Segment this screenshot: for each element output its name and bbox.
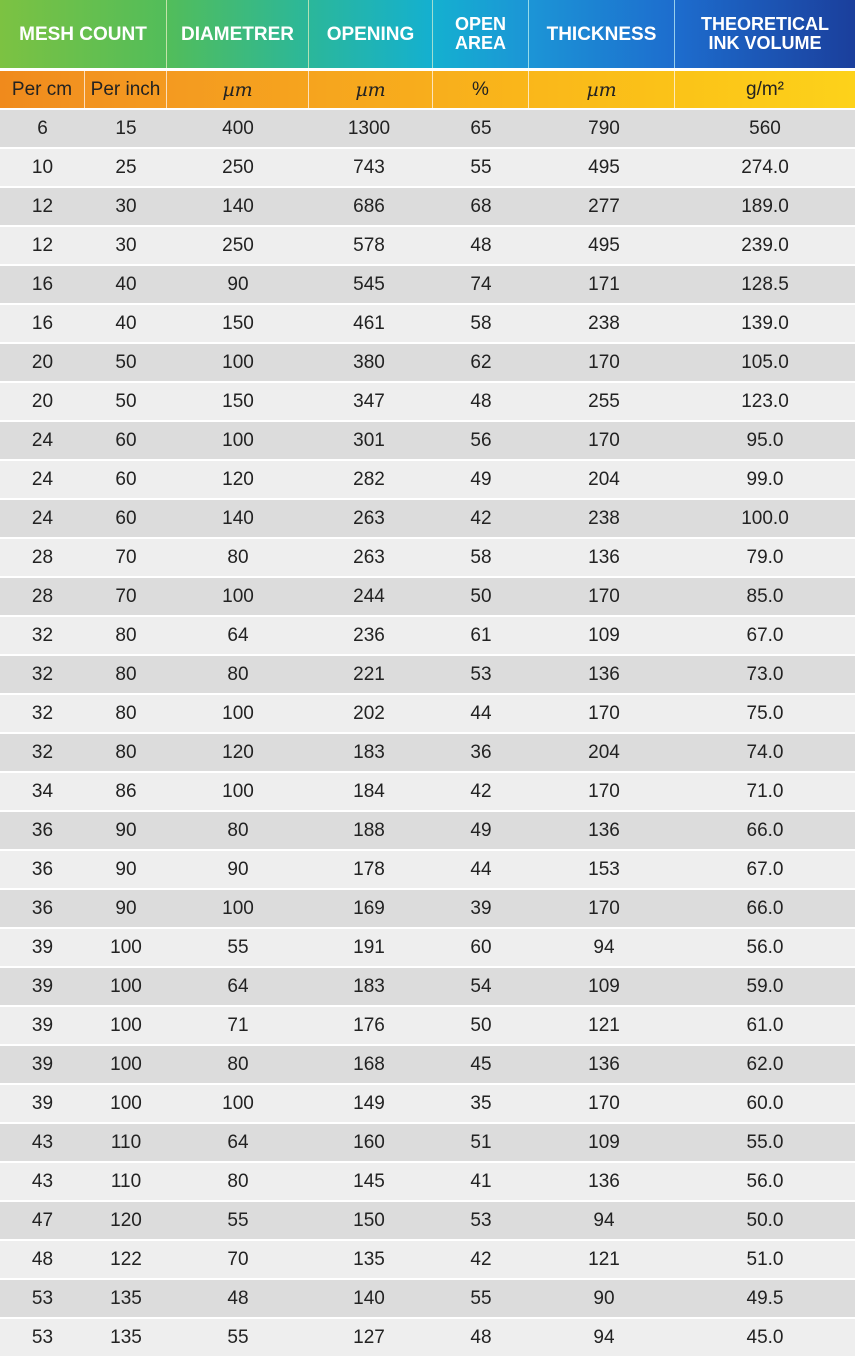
cell-per-cm: 24 — [31, 507, 54, 529]
cell-opening: 183 — [353, 975, 385, 997]
cell-opening: 263 — [353, 546, 385, 568]
cell-per-inch: 90 — [115, 897, 137, 919]
cell-thickness: 170 — [588, 780, 620, 802]
table-row — [0, 890, 855, 927]
cell-ink-volume: 45.0 — [746, 1326, 784, 1348]
cell-open-area: 53 — [470, 663, 492, 685]
cell-thickness: 136 — [588, 546, 620, 568]
cell-diameter: 64 — [227, 1131, 249, 1153]
table-row — [0, 1007, 855, 1044]
cell-opening: 176 — [353, 1014, 385, 1036]
cell-ink-volume: 75.0 — [746, 702, 784, 724]
cell-per-cm: 20 — [31, 390, 54, 412]
cell-opening: 150 — [353, 1209, 385, 1231]
table-row — [0, 734, 855, 771]
cell-open-area: 55 — [470, 156, 492, 178]
cell-per-inch: 135 — [110, 1326, 142, 1348]
cell-per-inch: 60 — [115, 468, 137, 490]
cell-ink-volume: 274.0 — [741, 156, 789, 178]
cell-per-cm: 32 — [31, 741, 54, 763]
cell-ink-volume: 560 — [749, 117, 781, 139]
cell-per-inch: 40 — [115, 312, 137, 334]
cell-open-area: 44 — [470, 858, 492, 880]
unit-open-area — [433, 71, 529, 108]
cell-per-cm: 32 — [31, 624, 54, 646]
header-open-area-line2: AREA — [454, 33, 506, 53]
header-mesh-count — [0, 0, 167, 68]
cell-opening: 184 — [353, 780, 385, 802]
cell-ink-volume: 59.0 — [746, 975, 784, 997]
cell-ink-volume: 66.0 — [746, 897, 784, 919]
cell-open-area: 39 — [470, 897, 492, 919]
cell-per-cm: 39 — [31, 936, 54, 958]
cell-ink-volume: 100.0 — [741, 507, 789, 529]
header-diameter-label: DIAMETRER — [181, 23, 294, 45]
cell-ink-volume: 139.0 — [741, 312, 789, 334]
cell-thickness: 121 — [588, 1014, 620, 1036]
cell-opening: 188 — [353, 819, 385, 841]
header-diameter — [167, 0, 309, 68]
table-row — [0, 968, 855, 1005]
cell-open-area: 35 — [470, 1092, 492, 1114]
cell-per-cm: 36 — [31, 897, 54, 919]
cell-opening: 461 — [353, 312, 385, 334]
cell-per-cm: 48 — [31, 1248, 54, 1270]
table-row — [0, 656, 855, 693]
cell-per-inch: 70 — [115, 585, 137, 607]
cell-per-inch: 100 — [110, 975, 142, 997]
cell-open-area: 51 — [470, 1131, 492, 1153]
cell-per-inch: 120 — [110, 1209, 142, 1231]
cell-diameter: 90 — [227, 858, 249, 880]
table-row — [0, 227, 855, 264]
cell-diameter: 55 — [227, 1209, 249, 1231]
header-ink-volume-line1: THEORETICAL — [701, 14, 829, 34]
cell-opening: 135 — [353, 1248, 385, 1270]
header-ink-volume — [675, 0, 855, 68]
cell-opening: 236 — [353, 624, 385, 646]
cell-thickness: 495 — [588, 234, 620, 256]
cell-per-inch: 122 — [110, 1248, 142, 1270]
table-row — [0, 1124, 855, 1161]
cell-ink-volume: 105.0 — [741, 351, 789, 373]
cell-thickness: 255 — [588, 390, 620, 412]
table-row — [0, 539, 855, 576]
cell-ink-volume: 55.0 — [746, 1131, 784, 1153]
cell-ink-volume: 50.0 — [746, 1209, 784, 1231]
cell-per-cm: 39 — [31, 975, 54, 997]
cell-diameter: 100 — [222, 1092, 254, 1114]
cell-diameter: 80 — [227, 663, 249, 685]
cell-thickness: 153 — [588, 858, 620, 880]
cell-diameter: 150 — [222, 312, 254, 334]
table-row — [0, 851, 855, 888]
cell-opening: 169 — [353, 897, 385, 919]
unit-per-cm-label: Per cm — [11, 78, 73, 100]
cell-ink-volume: 189.0 — [741, 195, 789, 217]
cell-ink-volume: 49.5 — [746, 1287, 784, 1309]
table-row — [0, 500, 855, 537]
table-header — [0, 0, 855, 68]
cell-opening: 140 — [353, 1287, 385, 1309]
cell-open-area: 58 — [470, 312, 492, 334]
cell-diameter: 400 — [222, 117, 254, 139]
cell-thickness: 170 — [588, 1092, 620, 1114]
units-row — [0, 71, 855, 108]
cell-ink-volume: 66.0 — [746, 819, 784, 841]
cell-open-area: 49 — [470, 468, 492, 490]
cell-thickness: 277 — [588, 195, 620, 217]
table-row — [0, 1085, 855, 1122]
cell-opening: 686 — [353, 195, 385, 217]
cell-opening: 347 — [353, 390, 385, 412]
cell-ink-volume: 56.0 — [746, 1170, 784, 1192]
cell-per-inch: 80 — [115, 624, 137, 646]
cell-per-cm: 12 — [31, 195, 54, 217]
cell-open-area: 61 — [470, 624, 492, 646]
cell-diameter: 100 — [222, 897, 254, 919]
cell-per-cm: 24 — [31, 429, 54, 451]
cell-thickness: 495 — [588, 156, 620, 178]
cell-diameter: 48 — [227, 1287, 249, 1309]
table-body — [0, 110, 855, 1358]
cell-opening: 127 — [353, 1326, 385, 1348]
cell-diameter: 64 — [227, 975, 249, 997]
unit-per-inch-label: Per inch — [90, 78, 161, 100]
header-opening — [309, 0, 433, 68]
cell-per-inch: 40 — [115, 273, 137, 295]
cell-ink-volume: 128.5 — [741, 273, 789, 295]
cell-thickness: 204 — [588, 468, 620, 490]
cell-per-cm: 34 — [31, 780, 54, 802]
cell-ink-volume: 123.0 — [741, 390, 789, 412]
cell-per-cm: 39 — [31, 1092, 54, 1114]
cell-thickness: 136 — [588, 1053, 620, 1075]
cell-diameter: 120 — [222, 468, 254, 490]
cell-ink-volume: 56.0 — [746, 936, 784, 958]
cell-open-area: 42 — [470, 780, 492, 802]
cell-per-inch: 60 — [115, 429, 137, 451]
cell-diameter: 80 — [227, 546, 249, 568]
cell-per-cm: 28 — [31, 546, 54, 568]
cell-diameter: 100 — [222, 585, 254, 607]
cell-opening: 380 — [353, 351, 385, 373]
cell-per-cm: 43 — [31, 1131, 54, 1153]
cell-thickness: 121 — [588, 1248, 620, 1270]
cell-thickness: 238 — [588, 312, 620, 334]
cell-per-cm: 12 — [31, 234, 54, 256]
cell-per-cm: 6 — [37, 117, 48, 139]
cell-per-cm: 16 — [31, 273, 54, 295]
cell-open-area: 54 — [470, 975, 492, 997]
cell-diameter: 71 — [227, 1014, 249, 1036]
unit-diameter — [167, 71, 309, 108]
cell-per-cm: 43 — [31, 1170, 54, 1192]
cell-diameter: 120 — [222, 741, 254, 763]
cell-per-cm: 20 — [31, 351, 54, 373]
cell-per-inch: 80 — [115, 702, 137, 724]
cell-open-area: 53 — [470, 1209, 492, 1231]
cell-opening: 244 — [353, 585, 385, 607]
table-row — [0, 344, 855, 381]
cell-open-area: 42 — [470, 507, 492, 529]
cell-thickness: 171 — [588, 273, 620, 295]
cell-per-inch: 70 — [115, 546, 137, 568]
header-open-area-line1: OPEN — [454, 14, 506, 34]
cell-opening: 149 — [353, 1092, 385, 1114]
cell-thickness: 170 — [588, 351, 620, 373]
cell-thickness: 94 — [593, 1326, 615, 1348]
cell-opening: 168 — [353, 1053, 385, 1075]
cell-opening: 145 — [353, 1170, 385, 1192]
cell-per-inch: 90 — [115, 819, 137, 841]
cell-open-area: 50 — [470, 1014, 492, 1036]
cell-diameter: 55 — [227, 936, 249, 958]
cell-per-inch: 15 — [115, 117, 137, 139]
table-row — [0, 188, 855, 225]
table-row — [0, 1319, 855, 1356]
table-row — [0, 1046, 855, 1083]
cell-diameter: 250 — [222, 234, 254, 256]
cell-opening: 221 — [353, 663, 385, 685]
cell-opening: 301 — [353, 429, 385, 451]
cell-open-area: 60 — [470, 936, 492, 958]
cell-diameter: 100 — [222, 780, 254, 802]
cell-diameter: 80 — [227, 1053, 249, 1075]
table-row — [0, 305, 855, 342]
cell-per-cm: 53 — [31, 1287, 54, 1309]
table-row — [0, 110, 855, 147]
table-row — [0, 929, 855, 966]
cell-diameter: 64 — [227, 624, 249, 646]
cell-per-cm: 28 — [31, 585, 54, 607]
cell-per-cm: 36 — [31, 858, 54, 880]
table-row — [0, 422, 855, 459]
table-row — [0, 461, 855, 498]
cell-diameter: 80 — [227, 1170, 249, 1192]
table-row — [0, 1163, 855, 1200]
unit-thickness — [529, 71, 675, 108]
table-row — [0, 812, 855, 849]
cell-thickness: 204 — [588, 741, 620, 763]
cell-per-inch: 110 — [110, 1131, 142, 1153]
cell-opening: 178 — [353, 858, 385, 880]
table-row — [0, 578, 855, 615]
cell-thickness: 790 — [588, 117, 620, 139]
cell-ink-volume: 74.0 — [746, 741, 784, 763]
cell-thickness: 90 — [593, 1287, 615, 1309]
cell-diameter: 100 — [222, 429, 254, 451]
cell-open-area: 65 — [470, 117, 492, 139]
cell-open-area: 50 — [470, 585, 492, 607]
cell-per-cm: 36 — [31, 819, 54, 841]
cell-per-inch: 100 — [110, 1092, 142, 1114]
unit-opening-label: µm — [355, 78, 386, 101]
cell-per-inch: 50 — [115, 351, 137, 373]
cell-opening: 183 — [353, 741, 385, 763]
cell-diameter: 140 — [222, 507, 254, 529]
cell-diameter: 100 — [222, 351, 254, 373]
cell-diameter: 90 — [227, 273, 249, 295]
cell-per-inch: 50 — [115, 390, 137, 412]
cell-per-cm: 16 — [31, 312, 54, 334]
cell-thickness: 170 — [588, 897, 620, 919]
cell-diameter: 150 — [222, 390, 254, 412]
cell-open-area: 36 — [470, 741, 492, 763]
header-thickness-label: THICKNESS — [546, 23, 657, 45]
cell-per-inch: 135 — [110, 1287, 142, 1309]
unit-diameter-label: µm — [222, 78, 253, 101]
cell-opening: 1300 — [347, 117, 391, 139]
cell-opening: 263 — [353, 507, 385, 529]
cell-thickness: 136 — [588, 663, 620, 685]
cell-per-inch: 60 — [115, 507, 137, 529]
header-open-area — [433, 0, 529, 68]
cell-open-area: 56 — [470, 429, 492, 451]
header-opening-label: OPENING — [326, 23, 415, 45]
cell-opening: 160 — [353, 1131, 385, 1153]
cell-opening: 743 — [353, 156, 385, 178]
table-row — [0, 1241, 855, 1278]
cell-per-cm: 32 — [31, 663, 54, 685]
cell-per-cm: 39 — [31, 1053, 54, 1075]
cell-thickness: 170 — [588, 429, 620, 451]
cell-open-area: 55 — [470, 1287, 492, 1309]
cell-per-cm: 24 — [31, 468, 54, 490]
unit-per-cm — [0, 71, 85, 108]
unit-per-inch — [85, 71, 167, 108]
cell-per-inch: 86 — [115, 780, 137, 802]
cell-ink-volume: 71.0 — [746, 780, 784, 802]
cell-opening: 545 — [353, 273, 385, 295]
cell-diameter: 55 — [227, 1326, 249, 1348]
cell-open-area: 48 — [470, 390, 492, 412]
table-row — [0, 1202, 855, 1239]
cell-thickness: 136 — [588, 1170, 620, 1192]
cell-ink-volume: 99.0 — [746, 468, 784, 490]
cell-diameter: 140 — [222, 195, 254, 217]
cell-thickness: 170 — [588, 702, 620, 724]
cell-ink-volume: 67.0 — [746, 858, 784, 880]
cell-ink-volume: 73.0 — [746, 663, 784, 685]
unit-ink-volume — [675, 71, 855, 108]
cell-thickness: 94 — [593, 936, 615, 958]
cell-ink-volume: 239.0 — [741, 234, 789, 256]
table-row — [0, 266, 855, 303]
cell-open-area: 41 — [470, 1170, 492, 1192]
cell-thickness: 94 — [593, 1209, 615, 1231]
cell-per-inch: 25 — [115, 156, 137, 178]
cell-ink-volume: 61.0 — [746, 1014, 784, 1036]
cell-open-area: 48 — [470, 234, 492, 256]
cell-open-area: 44 — [470, 702, 492, 724]
table-row — [0, 617, 855, 654]
header-mesh-count-label: MESH COUNT — [19, 23, 147, 45]
cell-ink-volume: 95.0 — [746, 429, 784, 451]
cell-open-area: 49 — [470, 819, 492, 841]
table-row — [0, 695, 855, 732]
cell-per-inch: 100 — [110, 1014, 142, 1036]
cell-per-cm: 47 — [31, 1209, 54, 1231]
cell-ink-volume: 60.0 — [746, 1092, 784, 1114]
cell-per-inch: 90 — [115, 858, 137, 880]
cell-ink-volume: 85.0 — [746, 585, 784, 607]
cell-diameter: 80 — [227, 819, 249, 841]
cell-open-area: 42 — [470, 1248, 492, 1270]
cell-per-inch: 100 — [110, 1053, 142, 1075]
cell-diameter: 70 — [227, 1248, 249, 1270]
cell-thickness: 238 — [588, 507, 620, 529]
cell-ink-volume: 79.0 — [746, 546, 784, 568]
cell-per-inch: 30 — [115, 195, 137, 217]
cell-per-cm: 39 — [31, 1014, 54, 1036]
header-thickness — [529, 0, 675, 68]
cell-opening: 282 — [353, 468, 385, 490]
cell-opening: 578 — [353, 234, 385, 256]
cell-ink-volume: 62.0 — [746, 1053, 784, 1075]
cell-open-area: 58 — [470, 546, 492, 568]
cell-per-inch: 100 — [110, 936, 142, 958]
cell-thickness: 109 — [588, 1131, 620, 1153]
cell-thickness: 109 — [588, 975, 620, 997]
cell-diameter: 250 — [222, 156, 254, 178]
unit-open-area-label: % — [472, 78, 489, 100]
cell-per-inch: 80 — [115, 741, 137, 763]
cell-open-area: 48 — [470, 1326, 492, 1348]
cell-opening: 202 — [353, 702, 385, 724]
cell-open-area: 62 — [470, 351, 492, 373]
cell-diameter: 100 — [222, 702, 254, 724]
unit-opening — [309, 71, 433, 108]
cell-thickness: 136 — [588, 819, 620, 841]
cell-per-inch: 30 — [115, 234, 137, 256]
unit-thickness-label: µm — [586, 78, 617, 101]
cell-thickness: 170 — [588, 585, 620, 607]
table-row — [0, 773, 855, 810]
unit-ink-volume-label: g/m² — [746, 78, 784, 100]
table-row — [0, 383, 855, 420]
header-ink-volume-line2: INK VOLUME — [708, 33, 822, 53]
cell-per-inch: 110 — [110, 1170, 142, 1192]
cell-per-cm: 53 — [31, 1326, 54, 1348]
cell-per-cm: 32 — [31, 702, 54, 724]
cell-opening: 191 — [353, 936, 385, 958]
cell-open-area: 45 — [470, 1053, 492, 1075]
cell-ink-volume: 51.0 — [746, 1248, 784, 1270]
cell-thickness: 109 — [588, 624, 620, 646]
cell-open-area: 74 — [470, 273, 492, 295]
cell-ink-volume: 67.0 — [746, 624, 784, 646]
table-row — [0, 1280, 855, 1317]
cell-per-inch: 80 — [115, 663, 137, 685]
table-row — [0, 149, 855, 186]
cell-open-area: 68 — [470, 195, 492, 217]
cell-per-cm: 10 — [31, 156, 54, 178]
